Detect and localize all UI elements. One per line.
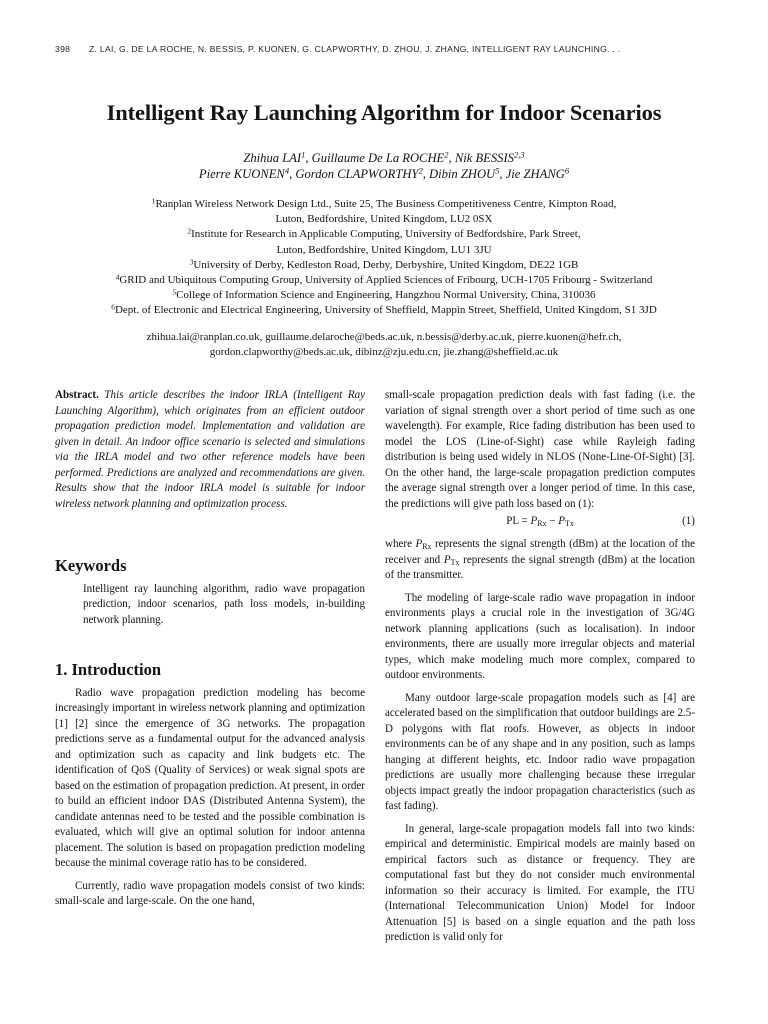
body-paragraph: The modeling of large-scale radio wave propagation in indoor environments plays a crucial role in the investigation of 3G/4G network planning applications (such as localisation). In indoor environments, there are usually more irregular objects and material types, which make modeling much more complex, compared to outdoor environments. bbox=[385, 591, 695, 681]
introduction-paragraph: Radio wave propagation prediction modeling has become increasingly important in wireless network planning and optimization [1] [2] since the emergence of 3G networks. The propagation predictions serve as a fundamental output for the advanced analysis and optimization such as capacity and link budgets etc. The identification of QoS (Quality of Services) or weak signal spots are based on the estimation of propagation prediction. At present, in order to build an efficient indoor DAS (Distributed Antenna System), the candidate antennas need to be tested and the possible combination is evaluated, which will give an optimal solution for indoor antenna placement. The solution is based on propagation prediction modeling because the minimal coverage ratio has to be considered. bbox=[55, 686, 365, 869]
equation-subscript-rx: Rx bbox=[537, 518, 547, 528]
affiliation-line bbox=[30, 273, 738, 288]
equation-minus: − bbox=[549, 515, 556, 527]
equation-lhs: PL bbox=[506, 515, 519, 527]
page-number: 398 bbox=[55, 44, 71, 54]
author-affiliation-mark: 4 bbox=[284, 165, 290, 176]
keywords-heading: Keywords bbox=[55, 556, 127, 575]
author-name: Gordon CLAPWORTHY bbox=[295, 166, 419, 181]
affiliation-number: 6 bbox=[111, 302, 115, 312]
running-title: Z. LAI, G. DE LA ROCHE, N. BESSIS, P. KUONEN, G. CLAPWORTHY, D. ZHOU, J. ZHANG, INTELLIGENT RAY LAUNCHING. . . bbox=[88, 44, 621, 54]
affiliation-text: Dept. of Electronic and Electrical Engineering, University of Sheffield, Mappin Street, Sheffield, United Kingdom, S1 3JD bbox=[114, 304, 657, 317]
author-line-2: Pierre KUONEN$^4$, Gordon CLAPWORTHY$^2$, Dibin ZHOU$^5$, Jie ZHANG$^6$ bbox=[198, 165, 570, 181]
affiliation-number: 4 bbox=[115, 272, 120, 282]
author-affiliation-mark: 2 bbox=[444, 149, 449, 160]
affiliation-number: 2 bbox=[187, 226, 192, 236]
author-affiliation-mark: 1 bbox=[301, 149, 306, 160]
author-name: Guillaume De La ROCHE bbox=[311, 151, 445, 165]
equation-symbol-p: P bbox=[530, 515, 538, 527]
author-affiliation-mark: 5 bbox=[495, 165, 500, 176]
paper-title: Intelligent Ray Launching Algorithm for Indoor Scenarios bbox=[106, 100, 662, 125]
inline-subscript-rx: Rx bbox=[422, 541, 432, 551]
affiliation-number: 3 bbox=[189, 257, 194, 267]
body-paragraph bbox=[385, 537, 695, 584]
introduction-paragraph: Currently, radio wave propagation models consist of two kinds: small-scale and large-scale. On the one hand, bbox=[55, 879, 365, 907]
author-name: Nik BESSIS bbox=[454, 151, 514, 165]
affiliation-line bbox=[30, 258, 738, 273]
affiliation-line bbox=[30, 288, 738, 303]
email-list bbox=[0, 330, 768, 360]
author-affiliation-mark: 2,3 bbox=[513, 149, 525, 160]
author-affiliation-mark: 2 bbox=[418, 165, 423, 176]
affiliation-text: GRID and Ubiquitous Computing Group, University of Applied Sciences of Fribourg, UCH-1705 Fribourg - Switzerland bbox=[119, 274, 653, 287]
affiliation-list bbox=[30, 197, 738, 319]
introduction-heading: 1. Introduction bbox=[55, 660, 162, 679]
text-run: represents the signal strength (dBm) at the location of the transmitter. bbox=[385, 553, 696, 581]
author-affiliation-mark: 6 bbox=[564, 165, 570, 176]
keywords-text: Intelligent ray launching algorithm, radio wave propagation prediction, indoor scenarios, path loss models, in-building network planning. bbox=[83, 582, 365, 626]
affiliation-line bbox=[30, 227, 738, 242]
affiliation-number: 5 bbox=[172, 287, 177, 297]
inline-subscript-tx: Tx bbox=[450, 557, 460, 567]
equation-1 bbox=[385, 512, 695, 533]
body-paragraph: small-scale propagation prediction deals with fast fading (i.e. the variation of signal strength over a short period of time such as one wavelength). For example, Rice fading distribution has been used to model the LOS (Line-of-Sight) case while Rayleigh fading distribution is being used widely in NLOS (None-Line-Of-Sight) [3]. On the other hand, the large-scale propagation prediction computes the average signal strength over a longer period of time. In this case, the predictions will give path loss based on (1): bbox=[385, 389, 695, 510]
abstract-text: This article describes the indoor IRLA (Intelligent Ray Launching Algorithm), which originates from an efficient outdoor propagation prediction model. Implementation and validation are given in detail. An indoor office scenario is selected and simulations via the IRLA model and two other reference models have been performed. Predictions are analyzed and recommendations are given. Results show that the indoor IRLA model is suitable for indoor wireless network planning and optimization process. bbox=[55, 389, 365, 510]
email-line: zhihua.lai@ranplan.co.uk, guillaume.delaroche@beds.ac.uk, n.bessis@derby.ac.uk, pierre.kuonen@hefr.ch, bbox=[146, 331, 622, 343]
author-name: Dibin ZHOU bbox=[429, 166, 496, 181]
affiliation-line bbox=[30, 197, 738, 212]
body-paragraph: Many outdoor large-scale propagation models such as [4] are accelerated based on the simplification that outdoor buildings are 2.5-D polygons with flat roofs. However, as objects in indoor environments can be of any shape and in any position, such as lamps hanging at different heights, etc. Indoor radio wave propagation predictions are usually more challenging because these irregular objects impact greatly the indoor propagation characteristics (such as fast fading). bbox=[385, 691, 695, 812]
equation-equals: = bbox=[521, 515, 528, 527]
abstract bbox=[55, 388, 365, 512]
affiliation-line bbox=[30, 243, 738, 258]
right-column bbox=[385, 388, 695, 946]
affiliation-text: Institute for Research in Applicable Computing, University of Bedfordshire, Park Street, bbox=[191, 228, 581, 241]
inline-symbol-p: P bbox=[415, 538, 423, 550]
affiliation-text: College of Information Science and Engineering, Hangzhou Normal University, China, 310036 bbox=[176, 289, 596, 302]
running-header bbox=[55, 44, 715, 54]
author-list bbox=[0, 151, 768, 182]
affiliation-text: Ranplan Wireless Network Design Ltd., Suite 25, The Business Competitiveness Centre, Kimpton Road, bbox=[155, 198, 617, 210]
text-run: represents the signal strength (dBm) at the location of the receiver and bbox=[385, 538, 695, 566]
affiliation-number: 1 bbox=[151, 196, 156, 206]
abstract-label: Abstract. bbox=[55, 389, 99, 401]
left-column bbox=[55, 388, 365, 910]
author-name: Pierre KUONEN bbox=[198, 166, 285, 181]
equation-subscript-tx: Tx bbox=[564, 518, 574, 528]
affiliation-text: Luton, Bedfordshire, United Kingdom, LU1 3JU bbox=[276, 243, 492, 256]
equation-body bbox=[385, 514, 695, 530]
affiliation-text: University of Derby, Kedleston Road, Derby, Derbyshire, United Kingdom, DE22 1GB bbox=[193, 258, 579, 271]
author-line-1: Zhihua LAI$^1$, Guillaume De La ROCHE$^2$, Nik BESSIS$^{2,3}$ bbox=[243, 149, 525, 165]
body-paragraph: In general, large-scale propagation models fall into two kinds: empirical and deterministic. Empirical models are mainly based on empirical factors such as distance or frequency. They are computational fast but they do not consider much environmental information so their accuracy is limited. For example, the ITU (International Telecommunication Union) Model for Indoor Attenuation [5] is based on a single equation and the path loss prediction is valid only for bbox=[385, 822, 695, 943]
affiliation-line bbox=[30, 212, 738, 227]
text-run: where bbox=[385, 538, 412, 550]
author-name: Jie ZHANG bbox=[505, 166, 565, 181]
author-name: Zhihua LAI bbox=[243, 151, 302, 165]
affiliation-line bbox=[30, 303, 738, 318]
email-line: gordon.clapworthy@beds.ac.uk, dibinz@zju.edu.cn, jie.zhang@sheffield.ac.uk bbox=[209, 345, 559, 358]
equation-symbol-p: P bbox=[558, 515, 565, 527]
equation-number: (1) bbox=[682, 515, 695, 527]
affiliation-text: Luton, Bedfordshire, United Kingdom, LU2 0SX bbox=[275, 213, 493, 226]
inline-symbol-p: P bbox=[443, 553, 451, 566]
